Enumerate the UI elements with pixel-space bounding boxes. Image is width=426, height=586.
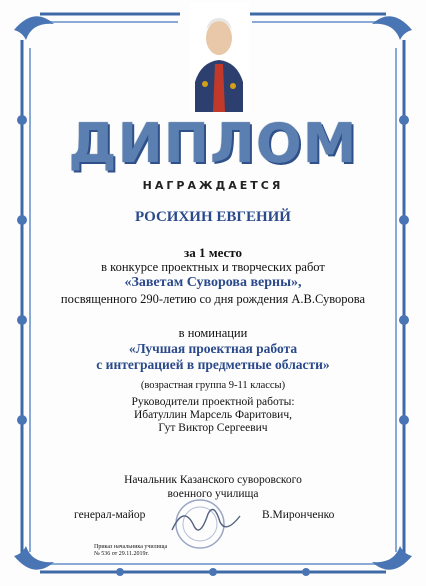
place-text: за 1 место <box>184 245 242 260</box>
nomination-line-2: с интеграцией в предметные области» <box>96 357 330 372</box>
order-line-2: № 536 от 29.11.2019г. <box>94 551 149 557</box>
leader-1: Ибатуллин Марсель Фаритович, <box>134 409 292 421</box>
signature-stamp <box>160 494 250 554</box>
recipient-name: РОСИХИН ЕВГЕНИЙ <box>135 209 291 225</box>
signer-name: В.Миронченко <box>262 509 335 521</box>
leader-2: Гут Виктор Сергеевич <box>158 422 268 434</box>
order-line-1: Приказ начальника училища <box>94 544 168 550</box>
nomination-line-1: «Лучшая проектная работа <box>128 341 298 356</box>
suvorov-portrait <box>189 2 249 112</box>
age-group: (возрастная группа 9-11 классы) <box>140 380 286 391</box>
project-leaders <box>0 396 426 435</box>
contest-name: «Заветам Суворова верны», <box>124 275 302 290</box>
dedication-line: посвященного 290-летию со дня рождения А.В.Суворова <box>60 292 366 306</box>
nomination-title <box>0 341 426 373</box>
diploma-title: ДИПЛОМ <box>68 112 358 175</box>
nomination-label: в номинации <box>178 326 248 340</box>
order-note <box>94 544 167 558</box>
signer-rank: генерал-майор <box>74 509 146 521</box>
leaders-label: Руководители проектной работы: <box>131 396 295 408</box>
official-line-1: Начальник Казанского суворовского <box>124 474 302 486</box>
official-line-2: военного училища <box>167 488 259 500</box>
contest-line: в конкурсе проектных и творческих работ <box>101 260 325 274</box>
awarded-heading: НАГРАЖДАЕТСЯ <box>142 179 284 192</box>
